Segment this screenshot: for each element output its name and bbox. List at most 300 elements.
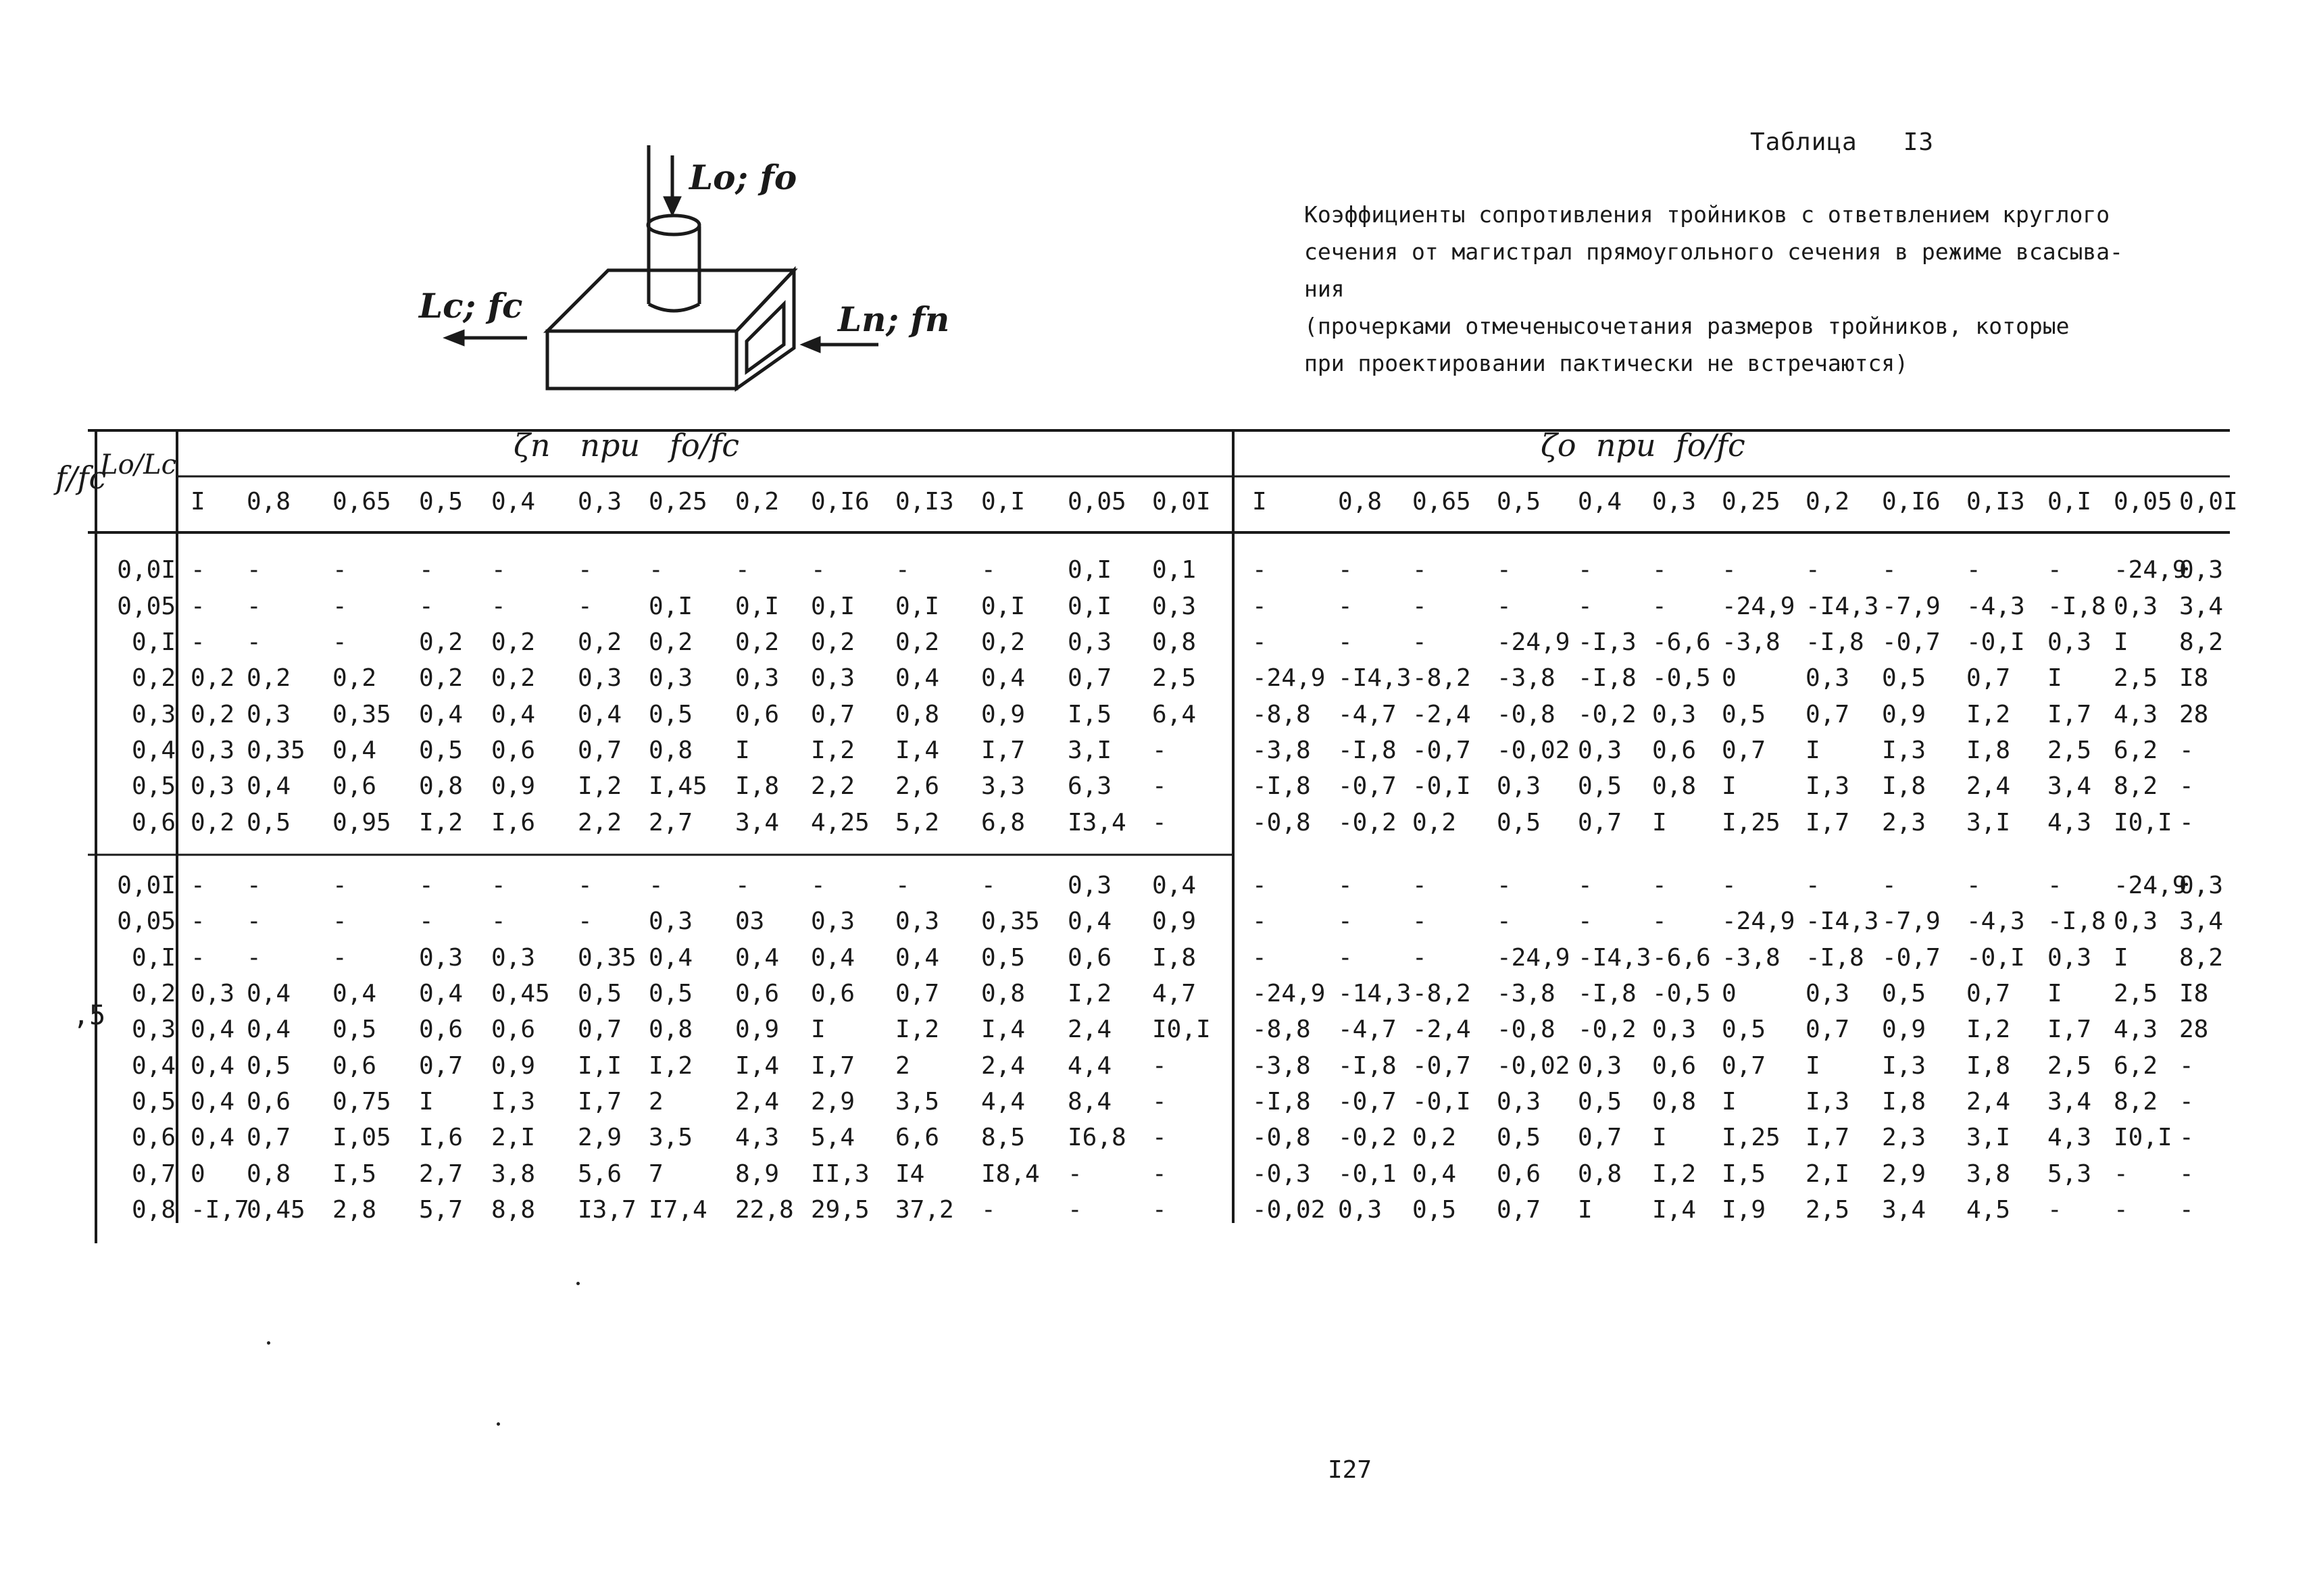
table-cell: 0,5 bbox=[247, 1052, 291, 1080]
table-cell: I bbox=[1578, 1196, 1593, 1224]
table-cell: -0,7 bbox=[1338, 1088, 1397, 1116]
table-cell: - bbox=[1652, 556, 1667, 584]
table-cell: 4,7 bbox=[1152, 980, 1197, 1007]
table-cell: -24,9 bbox=[1722, 593, 1795, 620]
table-cell: 0,5 bbox=[1722, 1016, 1766, 1043]
table-cell: -24,9 bbox=[1497, 944, 1570, 972]
table-cell: 3,4 bbox=[2047, 772, 2092, 800]
table-cell: I4 bbox=[895, 1160, 925, 1188]
table-cell: -4,7 bbox=[1338, 701, 1397, 728]
table-cell: 0,7 bbox=[578, 1016, 622, 1043]
table-cell: I,2 bbox=[811, 737, 855, 764]
table-cell: -2,4 bbox=[1412, 1016, 1471, 1043]
table-cell: - bbox=[2179, 1052, 2194, 1080]
table-cell: - bbox=[419, 872, 434, 899]
column-header: 0,4 bbox=[491, 488, 536, 516]
table-cell: I,2 bbox=[578, 772, 622, 800]
table-cell: - bbox=[247, 944, 262, 972]
table-cell: 3,5 bbox=[649, 1124, 693, 1151]
table-cell: 0,2 bbox=[332, 664, 377, 692]
table-cell: 0,4 bbox=[247, 980, 291, 1007]
table-cell: 0,5 bbox=[1497, 1124, 1541, 1151]
table-cell: - bbox=[578, 593, 593, 620]
table-cell: 0,3 bbox=[811, 907, 855, 935]
table-cell: -8,8 bbox=[1252, 701, 1311, 728]
table-cell: 4,4 bbox=[1068, 1052, 1112, 1080]
table-cell: 2,9 bbox=[1882, 1160, 1926, 1188]
table-cell: 6,2 bbox=[2114, 1052, 2158, 1080]
table-cell: 0,6 bbox=[419, 1016, 464, 1043]
column-header: 0,I bbox=[981, 488, 1026, 516]
table-cell: - bbox=[981, 556, 996, 584]
table-cell: - bbox=[735, 556, 750, 584]
table-cell: 4,4 bbox=[981, 1088, 1026, 1116]
table-cell: -0,2 bbox=[1338, 1124, 1397, 1151]
title-line: Коэффициенты сопротивления тройников с ответвлением круглого bbox=[1304, 201, 2110, 228]
table-cell: - bbox=[1578, 907, 1593, 935]
table-cell: 0,8 bbox=[895, 701, 940, 728]
table-cell: 0,35 bbox=[981, 907, 1040, 935]
table-cell: I0,I bbox=[1152, 1016, 1211, 1043]
table-cell: - bbox=[332, 556, 347, 584]
table-cell: 0,I bbox=[735, 593, 780, 620]
table-cell: - bbox=[1412, 944, 1427, 972]
table-cell: -14,3 bbox=[1338, 980, 1412, 1007]
table-cell: 0,8 bbox=[649, 1016, 693, 1043]
table-cell: - bbox=[1152, 1160, 1167, 1188]
table-cell: -3,8 bbox=[1252, 737, 1311, 764]
table-cell: 0,6 bbox=[735, 701, 780, 728]
column-header: 0,2 bbox=[735, 488, 780, 516]
branch-flow-label: Ln; fn bbox=[838, 299, 950, 339]
row-label: 0,05 bbox=[117, 907, 176, 935]
table-cell: - bbox=[419, 593, 434, 620]
table-cell: 0,6 bbox=[247, 1088, 291, 1116]
row-label: 0,3 bbox=[131, 701, 176, 728]
table-cell: - bbox=[895, 872, 910, 899]
table-cell: - bbox=[1152, 737, 1167, 764]
table-cell: 2,4 bbox=[1966, 772, 2011, 800]
table-cell: 0,5 bbox=[419, 737, 464, 764]
table-cell: 3,I bbox=[1966, 1124, 2011, 1151]
table-cell: -I,8 bbox=[1338, 1052, 1397, 1080]
table-cell: I,3 bbox=[1806, 772, 1850, 800]
table-cell: -7,9 bbox=[1882, 907, 1941, 935]
table-cell: 0,I bbox=[811, 593, 855, 620]
table-cell: 0,3 bbox=[191, 772, 235, 800]
table-cell: 2,7 bbox=[649, 809, 693, 837]
table-cell: 0,6 bbox=[1652, 737, 1697, 764]
table-cell: I bbox=[419, 1088, 434, 1116]
table-cell: -0,2 bbox=[1578, 701, 1637, 728]
table-cell: - bbox=[491, 872, 506, 899]
group-header-zeta-o: ζo при fo/fc bbox=[1541, 427, 1745, 464]
table-cell: 0,7 bbox=[811, 701, 855, 728]
table-cell: 0,2 bbox=[491, 628, 536, 656]
table-cell: 0 bbox=[1722, 980, 1737, 1007]
table-cell: - bbox=[1497, 593, 1512, 620]
col-header-flow-ratio: Lo/Lc bbox=[100, 449, 177, 480]
row-label: 0,8 bbox=[131, 1196, 176, 1224]
table-cell: 4,3 bbox=[735, 1124, 780, 1151]
table-cell: I,7 bbox=[1806, 1124, 1850, 1151]
table-cell: - bbox=[1806, 556, 1820, 584]
table-cell: 0,4 bbox=[332, 980, 377, 1007]
table-cell: 0,3 bbox=[2179, 556, 2224, 584]
table-cell: I,7 bbox=[981, 737, 1026, 764]
table-cell: 0,7 bbox=[1966, 980, 2011, 1007]
table-cell: - bbox=[1578, 872, 1593, 899]
table-cell: -0,02 bbox=[1497, 737, 1570, 764]
table-cell: -0,2 bbox=[1338, 809, 1397, 837]
table-cell: I,9 bbox=[1722, 1196, 1766, 1224]
table-cell: - bbox=[1152, 809, 1167, 837]
table-cell: -I,8 bbox=[1252, 1088, 1311, 1116]
row-label: 0,2 bbox=[131, 980, 176, 1007]
table-cell: 2,5 bbox=[1806, 1196, 1850, 1224]
table-cell: - bbox=[811, 872, 826, 899]
table-cell: 0,8 bbox=[419, 772, 464, 800]
table-cell: I8 bbox=[2179, 980, 2209, 1007]
table-cell: 0,2 bbox=[1412, 809, 1457, 837]
table-cell: 0,2 bbox=[191, 701, 235, 728]
table-cell: 2,4 bbox=[735, 1088, 780, 1116]
table-cell: -I4,3 bbox=[1806, 907, 1879, 935]
column-header: 0,I6 bbox=[1882, 488, 1941, 516]
table-cell: - bbox=[1338, 593, 1353, 620]
table-cell: -8,8 bbox=[1252, 1016, 1311, 1043]
table-cell: - bbox=[895, 556, 910, 584]
table-cell: 0,7 bbox=[895, 980, 940, 1007]
row-label: 0,2 bbox=[131, 664, 176, 692]
table-cell: -24,9 bbox=[1252, 980, 1326, 1007]
table-cell: - bbox=[419, 556, 434, 584]
table-cell: -24,9 bbox=[2114, 872, 2187, 899]
table-cell: 5,3 bbox=[2047, 1160, 2092, 1188]
table-cell: I,7 bbox=[2047, 701, 2092, 728]
table-cell: 0,4 bbox=[419, 980, 464, 1007]
table-cell: - bbox=[2179, 772, 2194, 800]
table-cell: 0,1 bbox=[1152, 556, 1197, 584]
column-header: 0,I3 bbox=[1966, 488, 2025, 516]
title-line: (прочерками отмеченысочетания размеров тройников, которые bbox=[1304, 313, 2070, 339]
table-cell: - bbox=[1652, 907, 1667, 935]
table-cell: 3,5 bbox=[895, 1088, 940, 1116]
table-cell: 6,4 bbox=[1152, 701, 1197, 728]
table-cell: 0,2 bbox=[1412, 1124, 1457, 1151]
table-cell: - bbox=[1252, 907, 1267, 935]
title-line: сечения от магистрал прямоугольного сечения в режиме всасыва- bbox=[1304, 239, 2123, 265]
column-header: I bbox=[191, 488, 205, 516]
table-cell: 0,95 bbox=[332, 809, 391, 837]
table-cell: 0,2 bbox=[981, 628, 1026, 656]
table-cell: I,3 bbox=[1882, 737, 1926, 764]
table-cell: I,6 bbox=[419, 1124, 464, 1151]
table-cell: I,5 bbox=[1068, 701, 1112, 728]
table-cell: -I,8 bbox=[1252, 772, 1311, 800]
column-header: 0,05 bbox=[1068, 488, 1126, 516]
table-cell: - bbox=[1068, 1160, 1082, 1188]
table-cell: -I,7 bbox=[191, 1196, 249, 1224]
table-cell: 0,9 bbox=[1882, 701, 1926, 728]
table-cell: -0,1 bbox=[1338, 1160, 1397, 1188]
title-line: ния bbox=[1304, 276, 1345, 302]
table-cell: -0,I bbox=[1966, 628, 2025, 656]
table-cell: -4,3 bbox=[1966, 907, 2025, 935]
table-cell: 0,3 bbox=[1806, 664, 1850, 692]
table-cell: - bbox=[419, 907, 434, 935]
table-cell: II,3 bbox=[811, 1160, 870, 1188]
table-cell: -I,8 bbox=[1578, 980, 1637, 1007]
table-cell: - bbox=[191, 556, 205, 584]
table-cell: - bbox=[2179, 809, 2194, 837]
table-cell: -7,9 bbox=[1882, 593, 1941, 620]
table-cell: 0,35 bbox=[247, 737, 305, 764]
table-cell: - bbox=[1252, 944, 1267, 972]
table-cell: 6,6 bbox=[895, 1124, 940, 1151]
table-cell: -0,8 bbox=[1497, 701, 1555, 728]
row-label: 0,6 bbox=[131, 1124, 176, 1151]
table-cell: 3,4 bbox=[2179, 593, 2224, 620]
table-cell: 0,2 bbox=[419, 664, 464, 692]
table-cell: 0,7 bbox=[1068, 664, 1112, 692]
table-cell: -0,7 bbox=[1882, 628, 1941, 656]
table-cell: - bbox=[332, 628, 347, 656]
table-cell: I,4 bbox=[1652, 1196, 1697, 1224]
table-cell: - bbox=[191, 944, 205, 972]
table-cell: 0,2 bbox=[735, 628, 780, 656]
table-cell: 0,7 bbox=[1497, 1196, 1541, 1224]
table-cell: 0,5 bbox=[1882, 980, 1926, 1007]
table-cell: 22,8 bbox=[735, 1196, 794, 1224]
table-cell: 0,6 bbox=[491, 737, 536, 764]
table-cell: 0,3 bbox=[578, 664, 622, 692]
table-cell: - bbox=[1652, 872, 1667, 899]
table-cell: - bbox=[578, 907, 593, 935]
table-cell: - bbox=[191, 628, 205, 656]
table-cell: 0 bbox=[191, 1160, 205, 1188]
table-cell: I,7 bbox=[578, 1088, 622, 1116]
table-cell: I0,I bbox=[2114, 809, 2172, 837]
table-cell: I bbox=[1722, 772, 1737, 800]
table-cell: 2,5 bbox=[1152, 664, 1197, 692]
table-cell: -0,02 bbox=[1252, 1196, 1326, 1224]
table-cell: 0,2 bbox=[895, 628, 940, 656]
table-cell: 0,3 bbox=[1652, 1016, 1697, 1043]
table-cell: 0,3 bbox=[1497, 772, 1541, 800]
table-cell: - bbox=[2179, 1160, 2194, 1188]
table-cell: -24,9 bbox=[1497, 628, 1570, 656]
table-cell: -24,9 bbox=[1722, 907, 1795, 935]
table-cell: - bbox=[1578, 593, 1593, 620]
table-cell: 3,I bbox=[1966, 809, 2011, 837]
table-cell: - bbox=[1412, 628, 1427, 656]
table-cell: I bbox=[2047, 664, 2062, 692]
table-cell: -0,3 bbox=[1252, 1160, 1311, 1188]
table-cell: 3,4 bbox=[2179, 907, 2224, 935]
table-cell: 0,3 bbox=[191, 980, 235, 1007]
outlet-flow-label: Lc; fc bbox=[419, 286, 523, 326]
table-cell: I,05 bbox=[332, 1124, 391, 1151]
table-cell: I bbox=[1806, 1052, 1820, 1080]
table-cell: 0,8 bbox=[649, 737, 693, 764]
table-cell: I,7 bbox=[2047, 1016, 2092, 1043]
table-cell: I,25 bbox=[1722, 809, 1781, 837]
col-header-area-ratio: f/fc bbox=[55, 459, 107, 496]
table-cell: - bbox=[1722, 872, 1737, 899]
table-cell: 0,7 bbox=[1966, 664, 2011, 692]
table-cell: 0,8 bbox=[1578, 1160, 1622, 1188]
table-cell: 0,4 bbox=[191, 1052, 235, 1080]
table-cell: - bbox=[811, 556, 826, 584]
table-cell: I bbox=[735, 737, 750, 764]
table-cell: - bbox=[247, 907, 262, 935]
table-cell: I,5 bbox=[1722, 1160, 1766, 1188]
table-cell: I,2 bbox=[1068, 980, 1112, 1007]
table-cell: - bbox=[1412, 556, 1427, 584]
table-cell: 0,9 bbox=[1152, 907, 1197, 935]
table-cell: -0,8 bbox=[1252, 809, 1311, 837]
table-cell: I,2 bbox=[895, 1016, 940, 1043]
table-cell: -0,I bbox=[1966, 944, 2025, 972]
table-cell: -I,3 bbox=[1578, 628, 1637, 656]
table-cell: 0,2 bbox=[247, 664, 291, 692]
table-cell: 0,3 bbox=[1338, 1196, 1383, 1224]
table-cell: 8,2 bbox=[2114, 772, 2158, 800]
table-cell: 0,2 bbox=[419, 628, 464, 656]
table-cell: 4,3 bbox=[2114, 1016, 2158, 1043]
table-cell: 0,3 bbox=[2114, 907, 2158, 935]
table-cell: 0,5 bbox=[247, 809, 291, 837]
table-cell: - bbox=[1497, 907, 1512, 935]
table-cell: 0,7 bbox=[1806, 701, 1850, 728]
table-cell: 2,3 bbox=[1882, 809, 1926, 837]
table-cell: 2,8 bbox=[332, 1196, 377, 1224]
table-cell: 0,5 bbox=[1412, 1196, 1457, 1224]
table-cell: I,5 bbox=[332, 1160, 377, 1188]
table-cell: - bbox=[247, 872, 262, 899]
page-number: I27 bbox=[1328, 1456, 1372, 1484]
table-cell: 0,6 bbox=[1497, 1160, 1541, 1188]
group-header-zeta-n: ζn при fo/fc bbox=[514, 427, 739, 464]
table-cell: 0,3 bbox=[1497, 1088, 1541, 1116]
table-cell: 0,8 bbox=[247, 1160, 291, 1188]
table-cell: - bbox=[2047, 1196, 2062, 1224]
table-cell: -3,8 bbox=[1252, 1052, 1311, 1080]
table-cell: - bbox=[1338, 872, 1353, 899]
table-cell: -3,8 bbox=[1497, 664, 1555, 692]
table-cell: 0,8 bbox=[1652, 1088, 1697, 1116]
table-cell: 3,3 bbox=[981, 772, 1026, 800]
table-cell: 0,4 bbox=[1412, 1160, 1457, 1188]
table-cell: 0,3 bbox=[1806, 980, 1850, 1007]
table-cell: 0,3 bbox=[895, 907, 940, 935]
table-cell: 0,5 bbox=[981, 944, 1026, 972]
table-cell: I,4 bbox=[981, 1016, 1026, 1043]
table-cell: - bbox=[1338, 556, 1353, 584]
table-cell: 8,4 bbox=[1068, 1088, 1112, 1116]
table-cell: -4,3 bbox=[1966, 593, 2025, 620]
table-cell: - bbox=[491, 556, 506, 584]
table-cell: 6,3 bbox=[1068, 772, 1112, 800]
table-cell: 0,5 bbox=[332, 1016, 377, 1043]
column-header: 0,0I bbox=[1152, 488, 1211, 516]
table-cell: I3,4 bbox=[1068, 809, 1126, 837]
table-cell: - bbox=[1338, 628, 1353, 656]
table-cell: I,4 bbox=[735, 1052, 780, 1080]
table-cell: I3,7 bbox=[578, 1196, 637, 1224]
table-cell: 0,I bbox=[1068, 556, 1112, 584]
table-cell: I bbox=[2047, 980, 2062, 1007]
table-cell: - bbox=[1152, 1124, 1167, 1151]
table-cell: 0,6 bbox=[811, 980, 855, 1007]
table-cell: 2,4 bbox=[1966, 1088, 2011, 1116]
table-cell: - bbox=[578, 556, 593, 584]
table-cell: 3,4 bbox=[735, 809, 780, 837]
table-cell: 4,3 bbox=[2114, 701, 2158, 728]
table-cell: 0,35 bbox=[578, 944, 637, 972]
table-cell: - bbox=[1152, 1052, 1167, 1080]
table-cell: -I,8 bbox=[2047, 907, 2106, 935]
table-cell: - bbox=[649, 556, 664, 584]
table-cell: I,3 bbox=[491, 1088, 536, 1116]
table-cell: -8,2 bbox=[1412, 664, 1471, 692]
table-cell: 0,7 bbox=[1806, 1016, 1850, 1043]
table-cell: 0,4 bbox=[191, 1016, 235, 1043]
table-cell: 0,7 bbox=[1578, 809, 1622, 837]
table-cell: -24,9 bbox=[2114, 556, 2187, 584]
table-cell: I8,4 bbox=[981, 1160, 1040, 1188]
table-cell: - bbox=[2114, 1160, 2129, 1188]
table-cell: - bbox=[2179, 737, 2194, 764]
row-label: 0,6 bbox=[131, 809, 176, 837]
table-cell: 0,2 bbox=[578, 628, 622, 656]
table-cell: 0,5 bbox=[578, 980, 622, 1007]
table-cell: 2 bbox=[895, 1052, 910, 1080]
table-cell: 0,3 bbox=[2114, 593, 2158, 620]
table-cell: I bbox=[1722, 1088, 1737, 1116]
table-cell: I,3 bbox=[1882, 1052, 1926, 1080]
table-cell: 28 bbox=[2179, 1016, 2209, 1043]
scan-speck bbox=[267, 1341, 270, 1345]
table-cell: I,2 bbox=[1966, 701, 2011, 728]
table-cell: - bbox=[1578, 556, 1593, 584]
table-cell: 8,9 bbox=[735, 1160, 780, 1188]
column-header: 0,2 bbox=[1806, 488, 1850, 516]
table-cell: 0,2 bbox=[491, 664, 536, 692]
table-cell: I,7 bbox=[811, 1052, 855, 1080]
table-cell: 0,3 bbox=[419, 944, 464, 972]
table-cell: I bbox=[2114, 628, 2129, 656]
table-cell: I,I bbox=[578, 1052, 622, 1080]
column-header: 0,5 bbox=[419, 488, 464, 516]
table-cell: - bbox=[2114, 1196, 2129, 1224]
table-cell: 8,2 bbox=[2179, 944, 2224, 972]
table-cell: -6,6 bbox=[1652, 944, 1711, 972]
table-cell: 0,4 bbox=[191, 1088, 235, 1116]
table-cell: - bbox=[2179, 1088, 2194, 1116]
column-header: 0,05 bbox=[2114, 488, 2172, 516]
row-label: 0,0I bbox=[117, 556, 176, 584]
table-cell: - bbox=[332, 593, 347, 620]
column-header: 0,4 bbox=[1578, 488, 1622, 516]
table-cell: 0,4 bbox=[1152, 872, 1197, 899]
table-cell: 0,3 bbox=[1152, 593, 1197, 620]
table-cell: 0,75 bbox=[332, 1088, 391, 1116]
table-cell: - bbox=[1252, 593, 1267, 620]
table-cell: -0,I bbox=[1412, 772, 1471, 800]
table-cell: - bbox=[1652, 593, 1667, 620]
